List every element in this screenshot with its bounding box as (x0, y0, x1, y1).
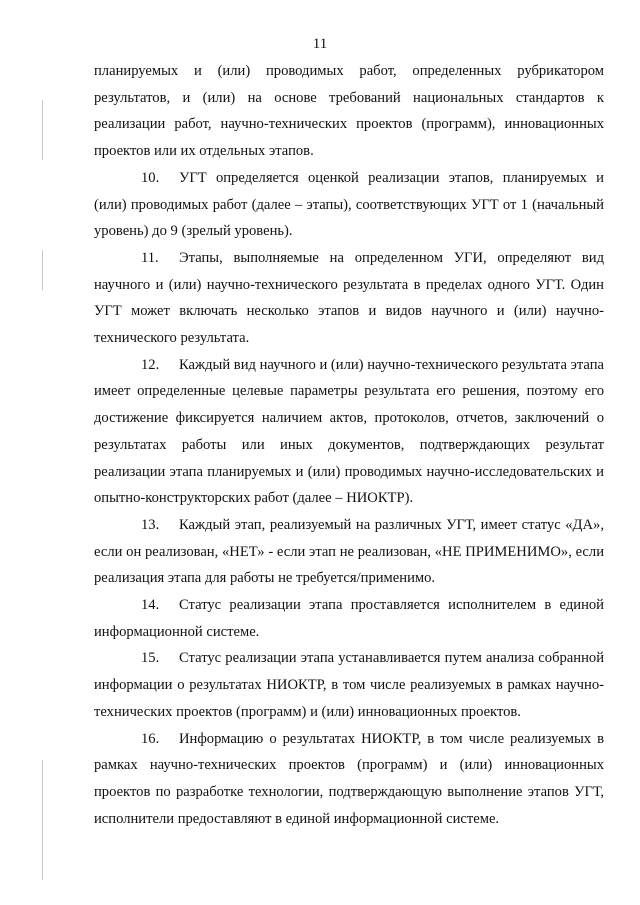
paragraph-text: Информацию о результатах НИОКТР, в том числе реализуемых в рамках научно-технических проектов (программ) и (или) инновационных проектов по разработке технологии, подтверждающую выполнение этапов УГТ, исполнители предоставляют в единой информационной системе. (94, 730, 604, 827)
paragraph-continuation (94, 58, 604, 165)
paragraph-number: 13. (141, 516, 160, 533)
scan-margin-line (42, 250, 43, 290)
paragraph-number: 14. (141, 597, 160, 614)
paragraph-15 (94, 645, 604, 725)
paragraph-number: 15. (141, 650, 160, 667)
paragraph-10 (94, 165, 604, 245)
page-number: 11 (312, 36, 328, 52)
paragraph-text: Статус реализации этапа проставляется исполнителем в единой информационной системе. (94, 597, 604, 640)
document-body (94, 58, 604, 832)
scan-margin-line (42, 760, 43, 880)
paragraph-number: 16. (141, 730, 160, 747)
paragraph-number: 12. (141, 356, 160, 373)
paragraph-13 (94, 512, 604, 592)
paragraph-14 (94, 592, 604, 645)
paragraph-number: 11. (141, 249, 159, 266)
paragraph-text: УГТ определяется оценкой реализации этапов, планируемых и (или) проводимых работ (далее – этапы), соответствующих УГТ от 1 (начальный уровень) до 9 (зрелый уровень). (94, 169, 604, 240)
paragraph-text: Статус реализации этапа устанавливается путем анализа собранной информации о результатах НИОКТР, в том числе реализуемых в рамках научно-технических проектов (программ) и (или) инновационных проектов. (94, 650, 604, 720)
paragraph-number: 10. (141, 169, 160, 186)
paragraph-text: Этапы, выполняемые на определенном УГИ, определяют вид научного и (или) научно-технического результата в пределах одного УГТ. Один УГТ может включать несколько этапов и видов научного и (или) научно-технического результата. (94, 249, 604, 347)
scan-margin-line (42, 100, 43, 160)
paragraph-text: Каждый этап, реализуемый на различных УГТ, имеет статус «ДА», если он реализован, «НЕТ» - если этап не реализован, «НЕ ПРИМЕНИМО», если реализация этапа для работы не требуется/применимо. (94, 516, 604, 587)
paragraph-11 (94, 245, 604, 352)
paragraph-16 (94, 726, 604, 833)
paragraph-12 (94, 352, 604, 512)
paragraph-text: планируемых и (или) проводимых работ, определенных рубрикатором результатов, и (или) на основе требований национальных стандартов к реализации работ, научно-технических проектов (программ), инновационных проектов или их отдельных этапов. (94, 63, 604, 160)
paragraph-text: Каждый вид научного и (или) научно-технического результата этапа имеет определенные целевые параметры результата его решения, поэтому его достижение фиксируется наличием актов, протоколов, отчетов, заключений о результатах работы или иных документов, подтверждающих результат реализации этапа планируемых и (или) проводимых научно-исследовательских и опытно-конструкторских работ (далее – НИОКТР). (94, 356, 604, 507)
